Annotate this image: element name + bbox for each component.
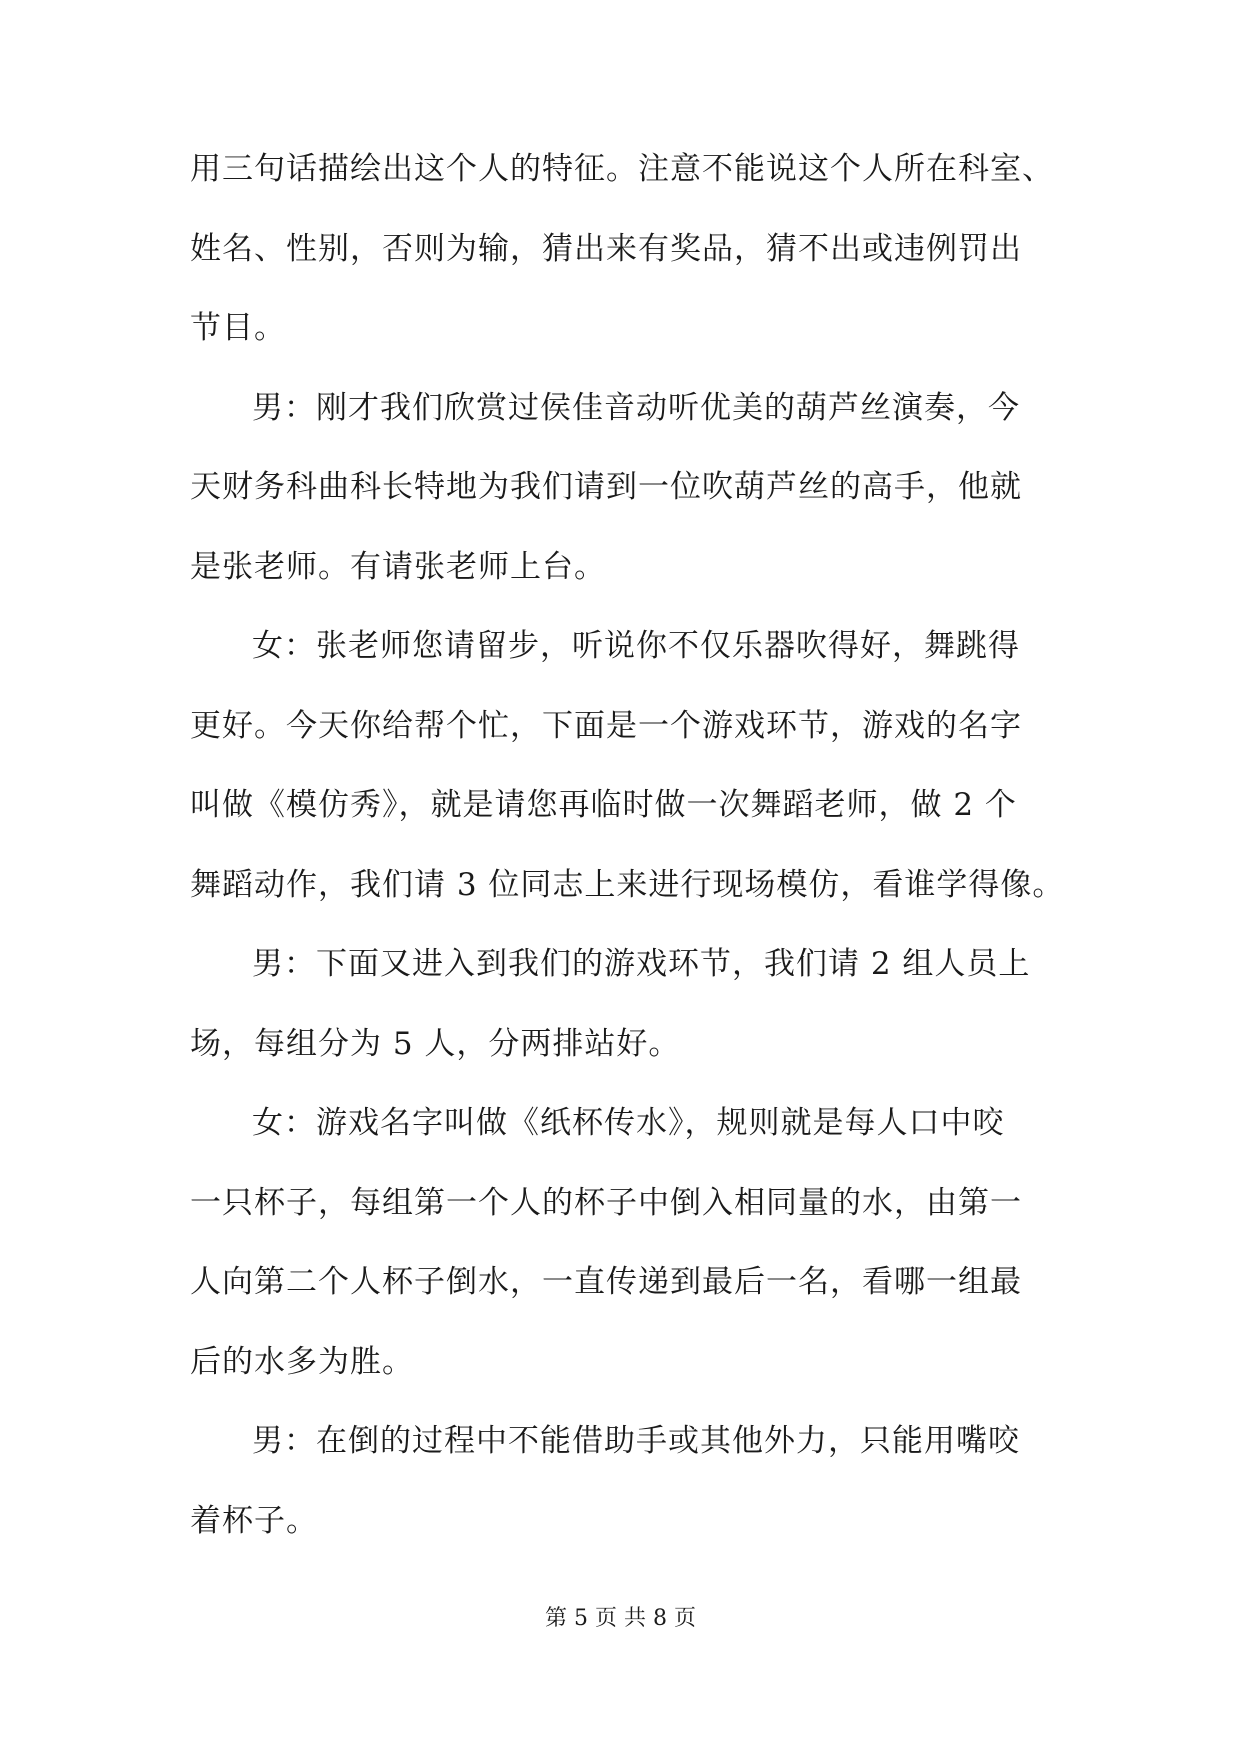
text-line: 姓名、性别，否则为输，猜出来有奖品，猜不出或违例罚出 [190,230,1022,267]
text-line: 是张老师。有请张老师上台。 [190,548,606,585]
text-line: 舞蹈动作，我们请 3 位同志上来进行现场模仿，看谁学得像。 [190,866,1065,903]
text-line: 女：游戏名字叫做《纸杯传水》，规则就是每人口中咬 [252,1105,1005,1141]
text-line: 男：刚才我们欣赏过侯佳音动听优美的葫芦丝演奏，今 [252,389,1020,426]
text-line: 男：下面又进入到我们的游戏环节，我们请 2 组人员上 [252,946,1031,982]
text-line: 人向第二个人杯子倒水，一直传递到最后一名，看哪一组最 [190,1264,1022,1300]
page-number-footer: 第 5 页 共 8 页 [545,1606,696,1631]
text-line: 着杯子。 [190,1502,318,1539]
text-line: 节目。 [190,310,286,346]
text-line: 一只杯子，每组第一个人的杯子中倒入相同量的水，由第一 [190,1184,1022,1221]
text-line: 天财务科曲科长特地为我们请到一位吹葫芦丝的高手，他就 [190,469,1022,505]
text-line: 更好。今天你给帮个忙，下面是一个游戏环节，游戏的名字 [190,707,1022,744]
text-line: 用三句话描绘出这个人的特征。注意不能说这个人所在科室、 [190,151,1054,187]
text-line: 场，每组分为 5 人，分两排站好。 [190,1025,681,1062]
text-line: 后的水多为胜。 [190,1343,414,1380]
text-line: 叫做《模仿秀》，就是请您再临时做一次舞蹈老师，做 2 个 [190,787,1017,823]
document-body [190,150,1080,1581]
text-line: 男：在倒的过程中不能借助手或其他外力，只能用嘴咬 [252,1423,1020,1459]
text-line: 女：张老师您请留步，听说你不仅乐器吹得好，舞跳得 [252,628,1020,664]
